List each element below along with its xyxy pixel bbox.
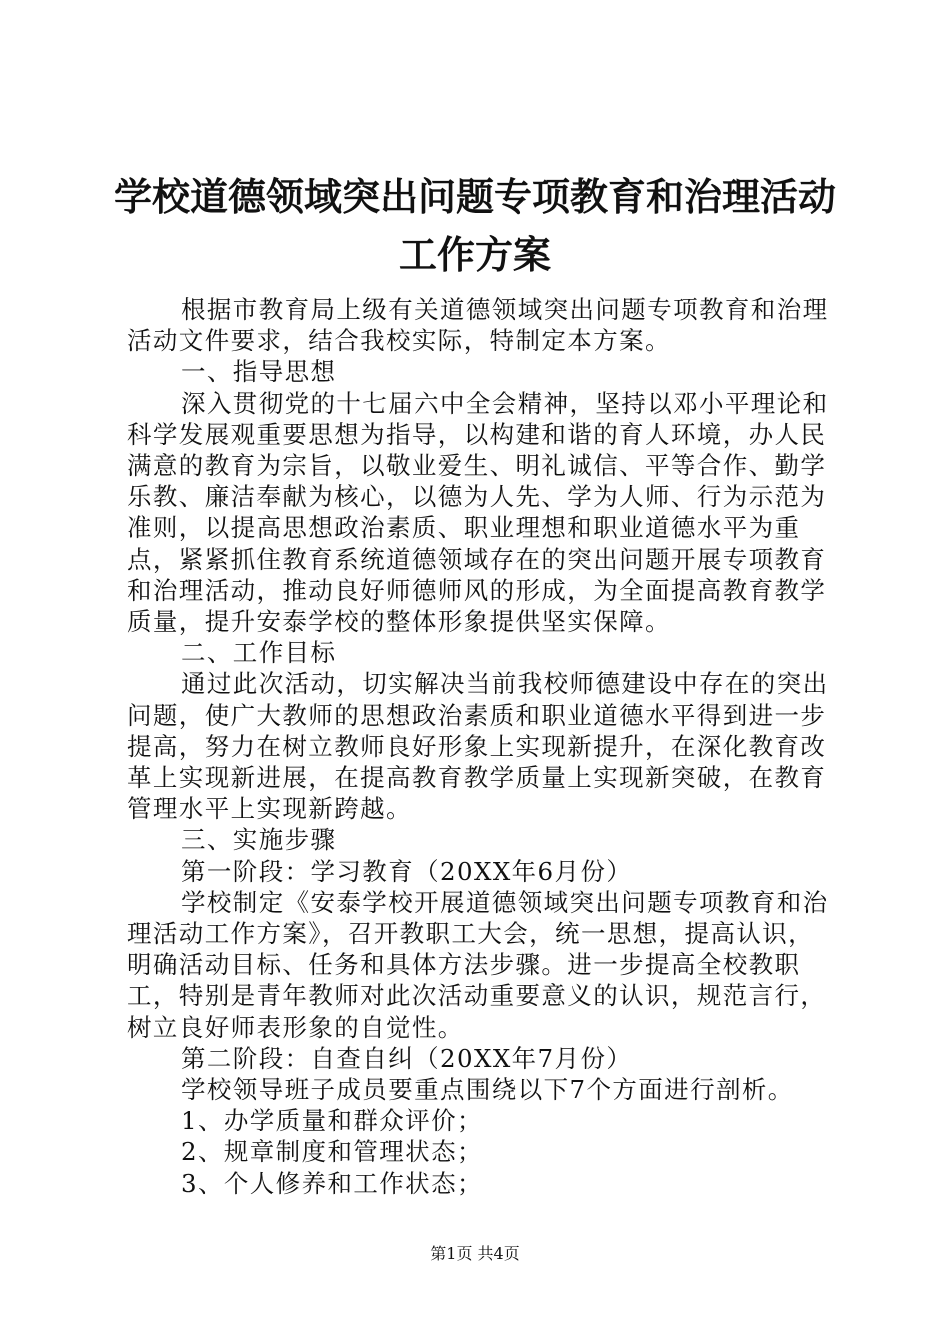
stage-two-paragraph: 学校领导班子成员要重点围绕以下7个方面进行剖析。 bbox=[181, 1075, 794, 1105]
list-item: 3、个人修养和工作状态； bbox=[181, 1168, 483, 1198]
page-number-footer: 第1页 共4页 bbox=[430, 1244, 520, 1263]
guiding-thought-paragraph: 深入贯彻党的十七届六中全会精神，坚持以邓小平理论和科学发展观重要思想为指导，以构建和谐的育人环境，办人民满意的教育为宗旨，以敬业爱生、明礼诚信、平等合作、勤学乐教、廉洁奉献为核心，以德为人先、学为人师、行为示范为准则，以提高思想政治素质、职业理想和职业道德水平为重点，紧紧抓住教育系统道德领域存在的突出问题开展专项教育和治理活动，推动良好师德师风的形成，为全面提高教育教学质量，提升安泰学校的整体形象提供坚实保障。 bbox=[127, 388, 829, 637]
stage-one-paragraph: 学校制定《安泰学校开展道德领域突出问题专项教育和治理活动工作方案》，召开教职工大会，统一思想，提高认识，明确活动目标、任务和具体方法步骤。进一步提高全校教职工，特别是青年教师对此次活动重要意义的认识，规范言行，树立良好师表形象的自觉性。 bbox=[127, 887, 829, 1042]
intro-paragraph: 根据市教育局上级有关道德领域突出问题专项教育和治理活动文件要求，结合我校实际，特制定本方案。 bbox=[127, 295, 829, 356]
document-title: 学校道德领域突出问题专项教育和治理活动工作方案 bbox=[113, 175, 836, 277]
section-heading-implementation-steps: 三、实施步骤 bbox=[181, 825, 337, 855]
list-item: 1、办学质量和群众评价； bbox=[181, 1106, 483, 1136]
list-item: 2、规章制度和管理状态； bbox=[181, 1137, 483, 1167]
stage-one-heading: 第一阶段：学习教育（20XX年6月份） bbox=[181, 856, 633, 886]
work-goals-paragraph: 通过此次活动，切实解决当前我校师德建设中存在的突出问题，使广大教师的思想政治素质和职业道德水平得到进一步提高，努力在树立教师良好形象上实现新提升，在深化教育改革上实现新进展，在提高教育教学质量上实现新突破，在教育管理水平上实现新跨越。 bbox=[127, 669, 829, 824]
stage-two-heading: 第二阶段：自查自纠（20XX年7月份） bbox=[181, 1043, 633, 1073]
section-heading-guiding-thought: 一、指导思想 bbox=[181, 357, 337, 387]
section-heading-work-goals: 二、工作目标 bbox=[181, 638, 337, 668]
document-body bbox=[127, 294, 831, 1199]
